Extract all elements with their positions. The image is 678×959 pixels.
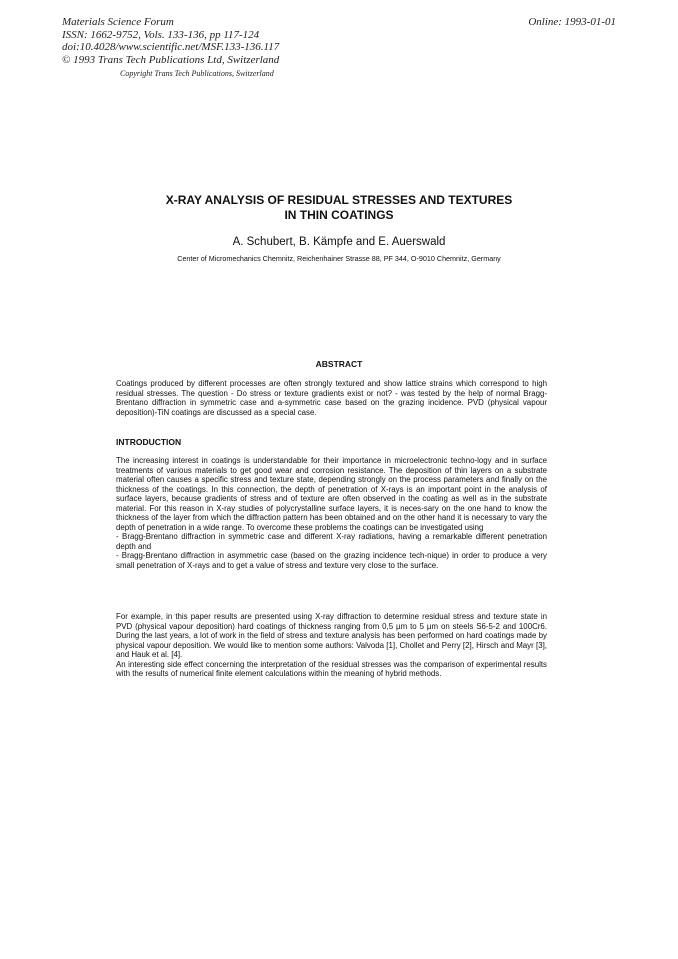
introduction-section-1 [116, 456, 547, 570]
doi-line: doi:10.4028/www.scientific.net/MSF.133-136.117 [62, 41, 280, 53]
abstract-heading: ABSTRACT [315, 359, 363, 369]
title-line-2: IN THIN COATINGS [284, 208, 394, 222]
publisher-line: © 1993 Trans Tech Publications Ltd, Switzerland [62, 53, 280, 66]
journal-meta [62, 16, 279, 66]
copyright-line: Copyright Trans Tech Publications, Switzerland [120, 69, 274, 78]
paper-authors: A. Schubert, B. Kämpfe and E. Auerswald [232, 236, 446, 248]
abstract-text: Coatings produced by different processes are often strongly textured and show lattice strains which correspond to high residual stresses. The question - Do stress or texture gradients exist or not? - was tested by the help of normal Bragg-Brentano diffraction in symmetric case and a-symmetric case based on the grazing incidence. PVD (physical vapour deposition)-TiN coatings are discussed as a special case. [116, 379, 547, 417]
intro-list-item-1: - Bragg-Brentano diffraction in symmetric case and different X-ray radiations, having a remarkable different penetration depth and [116, 532, 547, 551]
intro-paragraph-2: For example, in this paper results are presented using X-ray diffraction to determine residual stress and texture state in PVD (physical vapour deposition) hard coatings of thickness ranging from 0,5 µm to 5 µm on steels S6-5-2 and 100Cr6. During the last years, a lot of work in the field of stress and texture analysis has been performed on hard coatings made by physical vapour deposition. We would like to mention some authors: Valvoda [1], Chollet and Perry [2], Hirsch and Mayr [3], and Hauk et al. [4]. [116, 612, 547, 659]
journal-name: Materials Science Forum [62, 16, 174, 28]
intro-list-item-2: - Bragg-Brentano diffraction in asymmetric case (based on the grazing incidence tech-nique) in order to produce a very small penetration of X-rays and to get a value of stress and texture very close to the surface. [116, 551, 547, 570]
intro-paragraph-1: The increasing interest in coatings is understandable for their importance in microelectronic techno-logy and in surface treatments of various materials to get good wear and corrosion resistance. The deposition of thin layers on a substrate material often causes a specific stress and texture state, depending strongly on the process parameters and finally on the thickness of the coatings. In this connection, the depth of penetration of X-rays is an important point in the analysis of surface layers, because gradients of stress and of texture are often observed in the coating as well as in the substrate material. For this reason in X-ray studies of polycrystalline surface layers, it is neces-sary on the one hand to know the thickness of the layer from which the diffraction pattern has been obtained and on the other hand it is necessary to vary the depth of penetration in a wide range. To overcome these problems the coatings can be investigated using [116, 456, 547, 532]
title-line-1: X-RAY ANALYSIS OF RESIDUAL STRESSES AND TEXTURES [165, 193, 513, 207]
introduction-section-2 [116, 612, 547, 679]
online-date: Online: 1993-01-01 [528, 16, 616, 28]
intro-paragraph-3: An interesting side effect concerning the interpretation of the residual stresses was the comparison of experimental results with the results of numerical finite element calculations within the meaning of hybrid methods. [116, 659, 547, 678]
issn-line: ISSN: 1662-9752, Vols. 133-136, pp 117-124 [62, 28, 260, 41]
introduction-heading: INTRODUCTION [116, 437, 182, 447]
paper-title [100, 193, 578, 223]
paper-affiliation: Center of Micromechanics Chemnitz, Reichenhainer Strasse 88, PF 344, O-9010 Chemnitz, Germany [177, 254, 501, 263]
